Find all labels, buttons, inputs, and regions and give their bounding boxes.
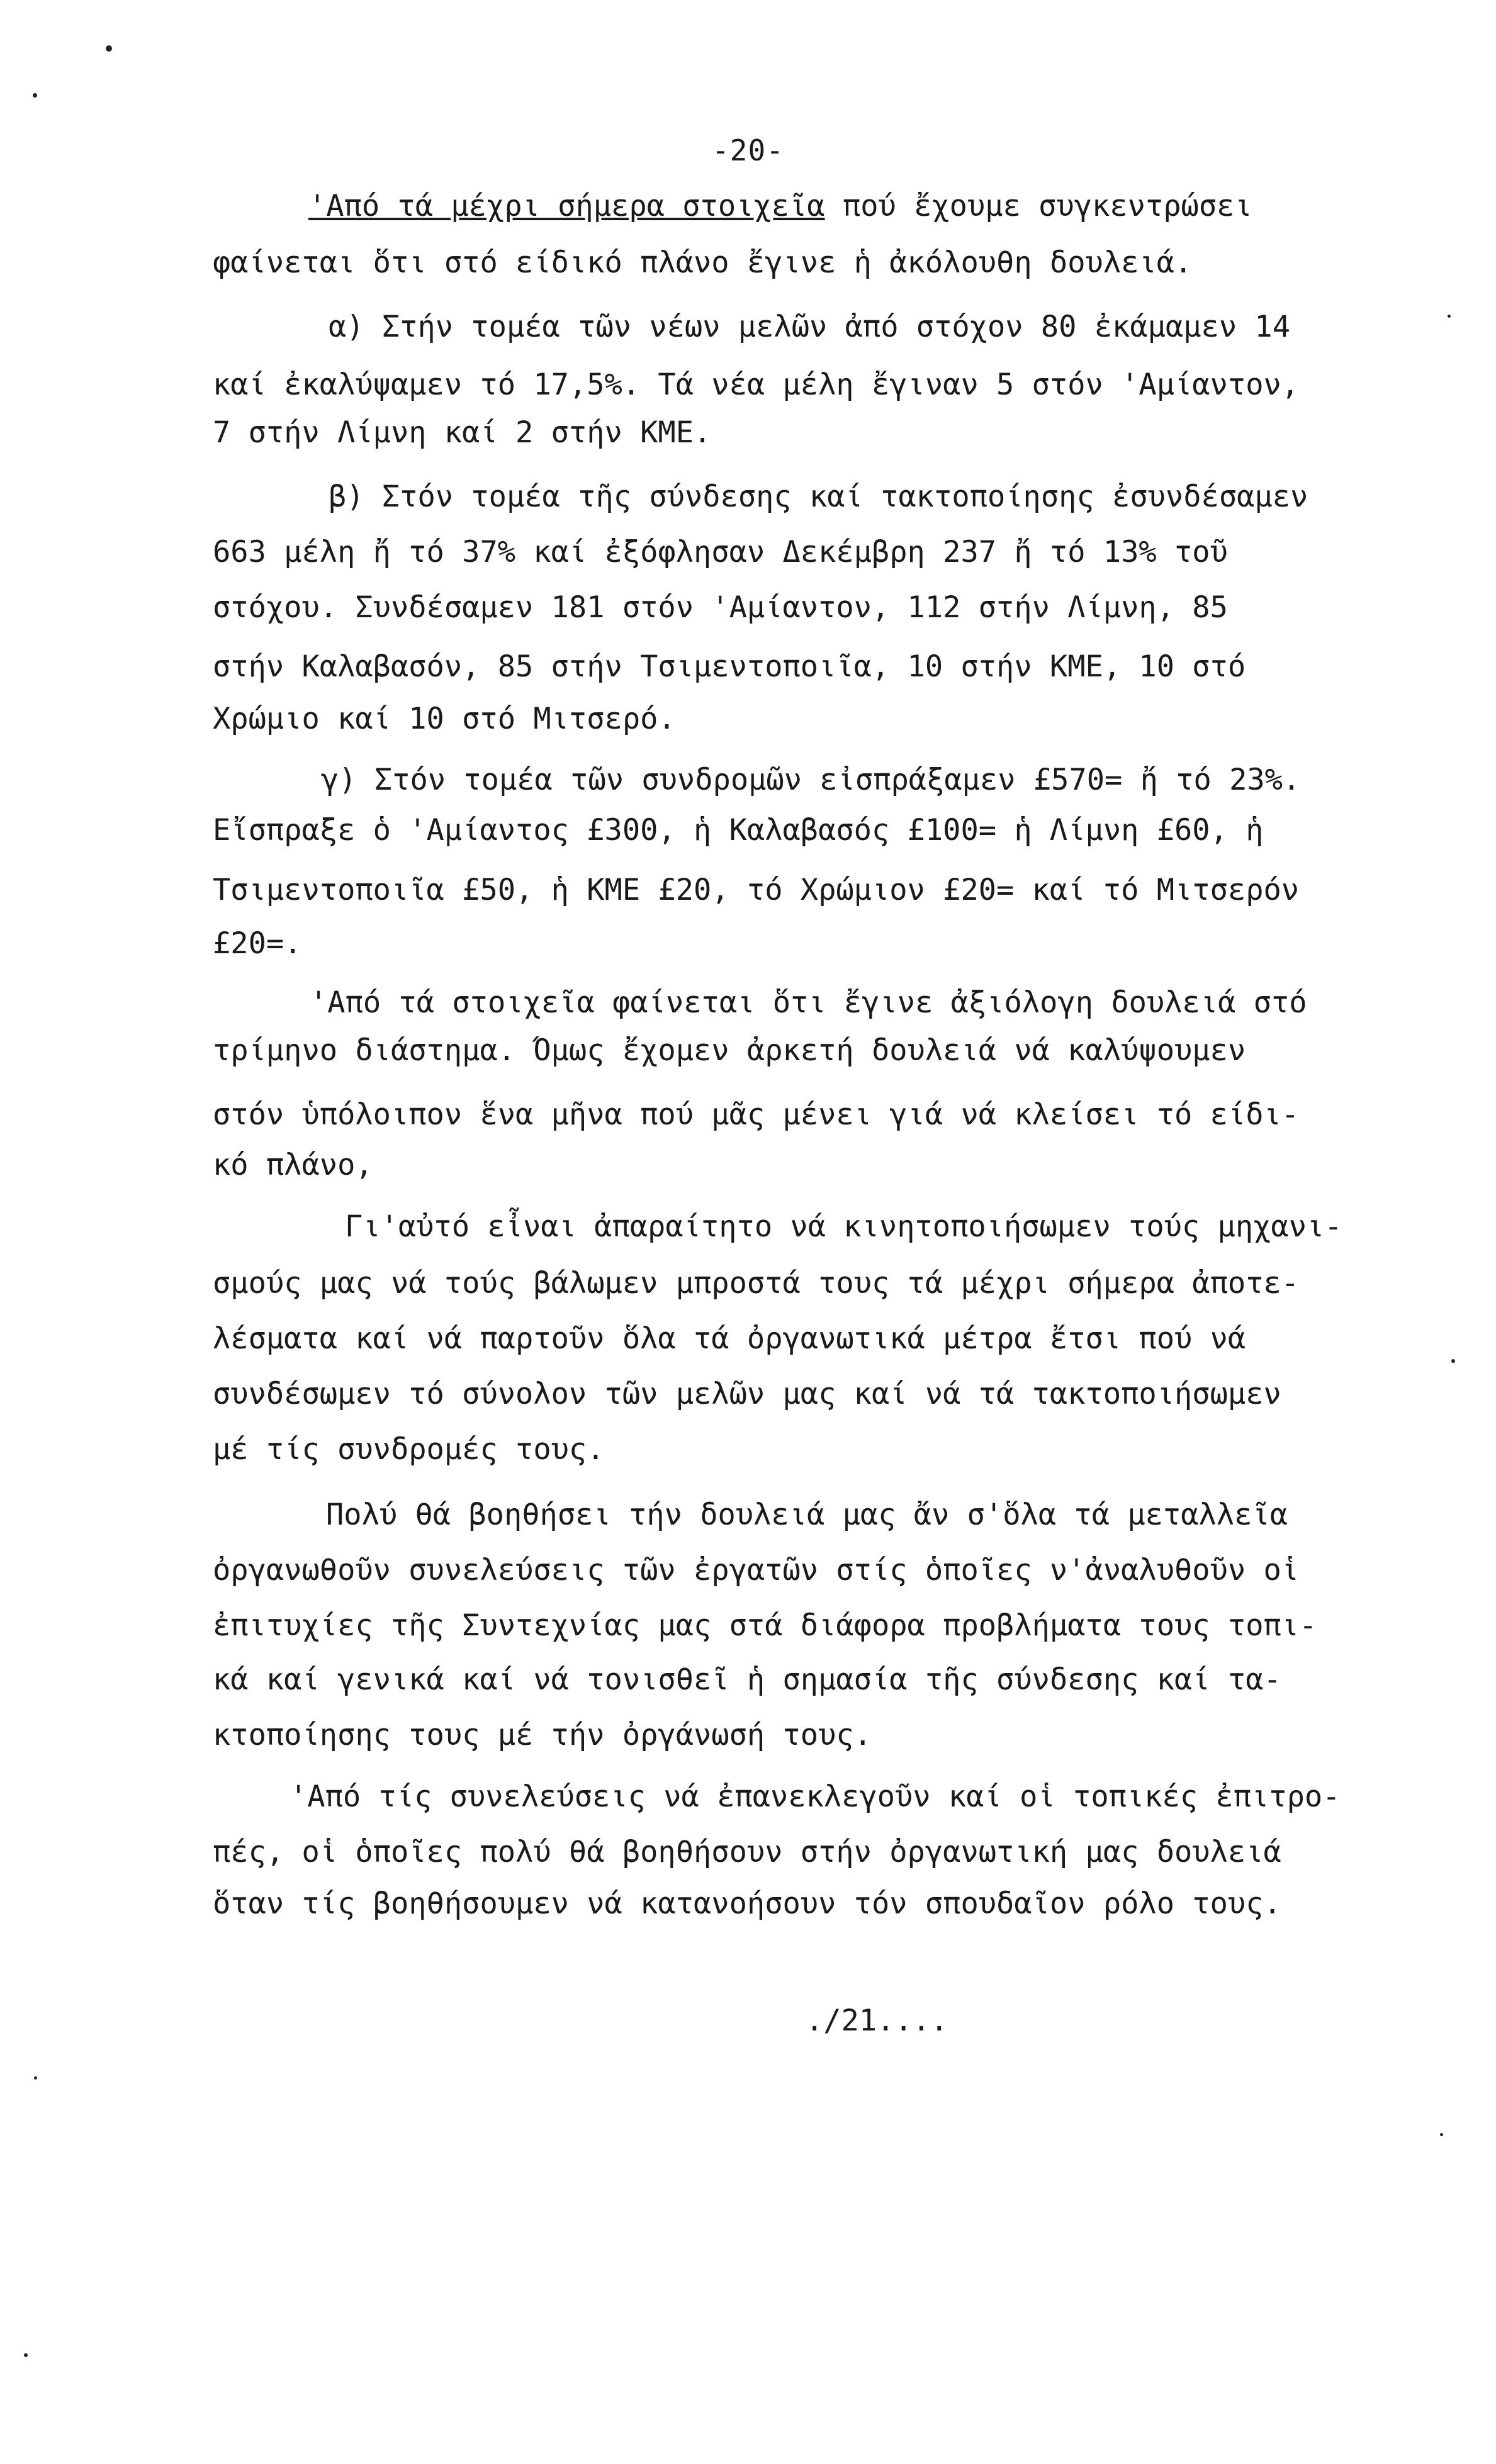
text-line: κτοποίησης τους μέ τήν ὀργάνωσή τους. bbox=[213, 1718, 872, 1752]
text-line: κά καί γενικά καί νά τονισθεῖ ἡ σημασία τῆς σύνδεσης καί τα- bbox=[213, 1662, 1281, 1697]
text-line: 663 μέλη ἤ τό 37% καί ἐξόφλησαν Δεκέμβρη 237 ἤ τό 13% τοῦ bbox=[213, 535, 1228, 569]
text-line: κό πλάνο, bbox=[213, 1148, 373, 1182]
text-line: ὀργανωθοῦν συνελεύσεις τῶν ἐργατῶν στίς ὁποῖες ν'ἀναλυθοῦν οἱ bbox=[213, 1553, 1300, 1588]
scan-speck bbox=[24, 2353, 28, 2357]
text-line: 'Από τά στοιχεῖα φαίνεται ὅτι ἔγινε ἀξιόλογη δουλειά στό bbox=[310, 985, 1307, 1020]
text-line: μέ τίς συνδρομές τους. bbox=[213, 1432, 605, 1467]
text-line: £20=. bbox=[213, 926, 302, 961]
text-line: 'Από τίς συνελεύσεις νά ἐπανεκλεγοῦν καί οἱ τοπικές ἐπιτρο- bbox=[290, 1779, 1341, 1814]
continuation-marker: ./21.... bbox=[806, 2003, 948, 2038]
text-line: Εἴσπραξε ὁ 'Αμίαντος £300, ἡ Καλαβασός £100= ἡ Λίμνη £60, ἡ bbox=[213, 813, 1264, 848]
text-line: Τσιμεντοποιῖα £50, ἡ ΚΜΕ £20, τό Χρώμιον £20= καί τό Μιτσερόν bbox=[213, 873, 1300, 907]
underlined-phrase: 'Από τά μέχρι σήμερα στοιχεῖα bbox=[308, 189, 825, 223]
text-line: Γι'αὐτό εἶναι ἀπαραίτητο νά κινητοποιήσωμεν τούς μηχανι- bbox=[345, 1209, 1342, 1244]
text-line-rest: πού ἔχουμε συγκεντρώσει bbox=[824, 189, 1252, 223]
text-line: 7 στήν Λίμνη καί 2 στήν ΚΜΕ. bbox=[213, 415, 712, 450]
text-line: στόχου. Συνδέσαμεν 181 στόν 'Αμίαντον, 112 στήν Λίμνη, 85 bbox=[213, 590, 1228, 625]
text-line: γ) Στόν τομέα τῶν συνδρομῶν εἰσπράξαμεν £570= ἤ τό 23%. bbox=[321, 763, 1301, 797]
text-line: συνδέσωμεν τό σύνολον τῶν μελῶν μας καί νά τά τακτοποιήσωμεν bbox=[213, 1377, 1281, 1411]
scan-speck bbox=[106, 45, 112, 52]
text-line: ὅταν τίς βοηθήσουμεν νά κατανοήσουν τόν σπουδαῖον ρόλο τους. bbox=[213, 1886, 1281, 1921]
text-line: στήν Καλαβασόν, 85 στήν Τσιμεντοποιῖα, 10 στήν ΚΜΕ, 10 στό bbox=[213, 649, 1246, 684]
text-line: α) Στήν τομέα τῶν νέων μελῶν ἀπό στόχον 80 ἐκάμαμεν 14 bbox=[329, 310, 1291, 344]
text-line: πές, οἱ ὁποῖες πολύ θά βοηθήσουν στήν ὀργανωτική μας δουλειά bbox=[213, 1835, 1281, 1869]
text-line: φαίνεται ὅτι στό είδικό πλάνο ἔγινε ἡ ἀκόλουθη δουλειά. bbox=[213, 245, 1193, 280]
text-line: Πολύ θά βοηθήσει τήν δουλειά μας ἄν σ'ὅλα τά μεταλλεῖα bbox=[326, 1498, 1288, 1532]
text-line: στόν ὑπόλοιπον ἕνα μῆνα πού μᾶς μένει γιά νά κλείσει τό είδι- bbox=[213, 1097, 1300, 1132]
text-line: τρίμηνο διάστημα. Όμως ἔχομεν ἀρκετή δουλειά νά καλύψουμεν bbox=[213, 1033, 1246, 1068]
text-line: σμούς μας νά τούς βάλωμεν μπροστά τους τά μέχρι σήμερα ἀποτε- bbox=[213, 1266, 1300, 1301]
scan-speck bbox=[1451, 1359, 1455, 1363]
text-line: Χρώμιο καί 10 στό Μιτσερό. bbox=[213, 702, 676, 736]
page-number: -20- bbox=[712, 133, 784, 167]
text-line: ἐπιτυχίες τῆς Συντεχνίας μας στά διάφορα προβλήματα τους τοπι- bbox=[213, 1608, 1317, 1643]
scan-speck bbox=[33, 93, 37, 98]
text-line: λέσματα καί νά παρτοῦν ὅλα τά ὀργανωτικά μέτρα ἔτσι πού νά bbox=[213, 1321, 1246, 1356]
text-line: β) Στόν τομέα τῆς σύνδεσης καί τακτοποίησης ἐσυνδέσαμεν bbox=[329, 479, 1308, 514]
text-line bbox=[308, 188, 1252, 225]
scan-speck bbox=[34, 2076, 37, 2080]
scan-speck bbox=[1448, 315, 1451, 318]
text-line: καί ἐκαλύψαμεν τό 17,5%. Τά νέα μέλη ἔγιναν 5 στόν 'Αμίαντον, bbox=[213, 367, 1300, 402]
scan-speck bbox=[1440, 2133, 1443, 2136]
